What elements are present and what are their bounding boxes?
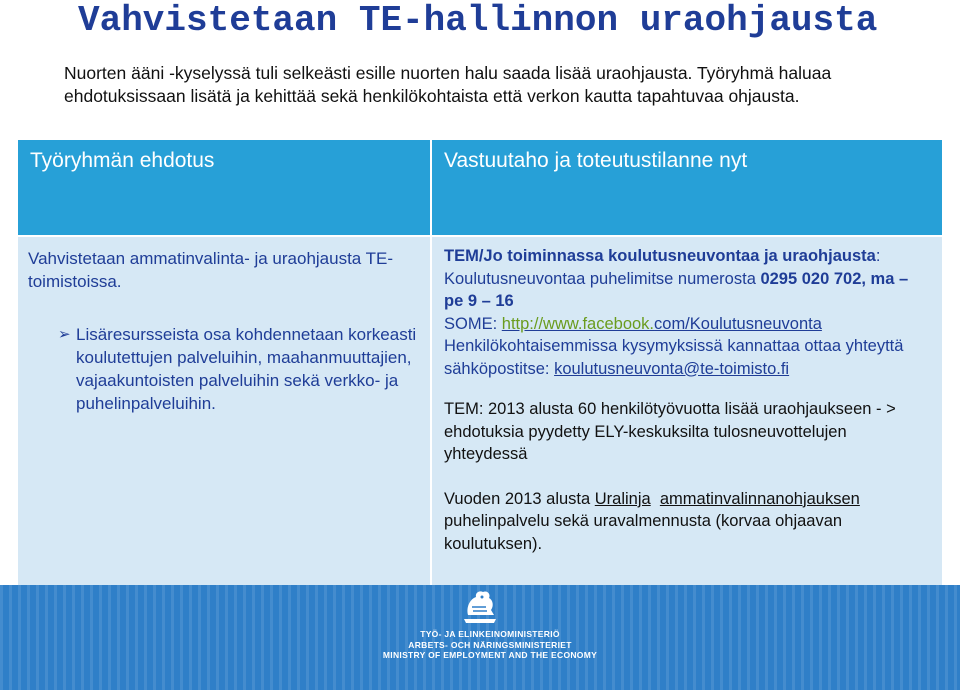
- p3-text-a: Vuoden 2013 alusta: [444, 489, 595, 508]
- email-link[interactable]: koulutusneuvonta@te-toimisto.fi: [554, 359, 790, 378]
- proposal-bullet-text: Lisäresursseista osa kohdennetaan korkeasti koulutettujen palveluihin, maahanmuuttajien, vajaakuntoisten palveluihin sekä verkko- ja puhelinpalveluihin.: [76, 325, 417, 413]
- status-paragraph-1: [444, 245, 930, 380]
- ministry-name-fi: TYÖ- JA ELINKEINOMINISTERIÖ: [420, 629, 560, 639]
- phone-number: 0295 020 702, ma – pe 9 – 16: [444, 269, 909, 310]
- cell-proposal: [18, 237, 430, 585]
- some-label: SOME:: [444, 314, 502, 333]
- status-paragraph-3: [444, 488, 930, 556]
- status-paragraph-2: TEM: 2013 alusta 60 henkilötyövuotta lisää uraohjaukseen - > ehdotuksia pyydetty ELY-keskuksilta tulosneuvottelujen yhteydessä: [444, 400, 896, 463]
- footer-banner: [0, 585, 960, 690]
- p3-text-b: [651, 490, 660, 508]
- cell-responsibility: [432, 237, 942, 585]
- ministry-name-sv: ARBETS- OCH NÄRINGSMINISTERIET: [408, 639, 572, 650]
- proposal-bullet: [58, 323, 420, 415]
- lion-emblem-icon: [460, 585, 500, 625]
- phone-text: Koulutusneuvontaa puhelimitse numerosta: [444, 269, 761, 288]
- arrow-bullet-icon: ➢: [58, 326, 71, 343]
- status-heading-colon: :: [875, 247, 881, 265]
- career-guidance-link[interactable]: ammatinvalinnanohjauksen: [659, 489, 860, 508]
- status-heading: TEM/Jo toiminnassa koulutusneuvontaa ja uraohjausta: [444, 247, 876, 265]
- page-title: Vahvistetaan TE-hallinnon uraohjausta: [78, 0, 878, 41]
- header-proposal: Työryhmän ehdotus: [18, 140, 430, 235]
- intro-paragraph: Nuorten ääni -kyselyssä tuli selkeästi esille nuorten halu saada lisää uraohjausta. Työryhmä haluaa ehdotuksissaan lisätä ja kehittää sekä henkilökohtaista että verkon kautta tapahtuvaa ohjausta.: [64, 63, 832, 106]
- facebook-link-part1: http://www.facebook.: [501, 314, 655, 333]
- ministry-name: [340, 629, 640, 661]
- proposal-lead: Vahvistetaan ammatinvalinta- ja uraohjausta TE-toimistoissa.: [28, 249, 394, 291]
- uralinja-link[interactable]: Uralinja: [594, 489, 651, 508]
- ministry-name-en: MINISTRY OF EMPLOYMENT AND THE ECONOMY: [382, 650, 598, 660]
- facebook-link[interactable]: [502, 315, 822, 333]
- proposal-table: [18, 140, 942, 585]
- facebook-link-part2: com/Koulutusneuvonta: [654, 314, 822, 333]
- p3-text-c: puhelinpalvelu sekä uravalmennusta (korvaa ohjaavan koulutuksen).: [444, 512, 843, 553]
- header-responsibility: Vastuutaho ja toteutustilanne nyt: [432, 140, 942, 235]
- email-text: Henkilökohtaisemmissa kysymyksissä kannattaa ottaa yhteyttä sähköpostitse:: [444, 337, 904, 378]
